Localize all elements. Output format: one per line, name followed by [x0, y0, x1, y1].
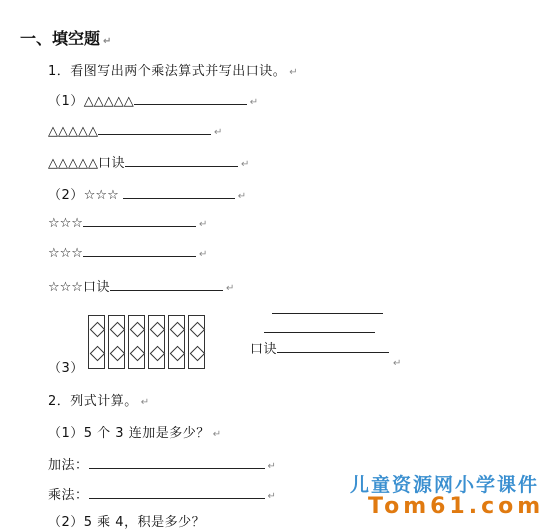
diamond-card [188, 315, 205, 369]
q1-part3-koujue [250, 338, 389, 357]
q2-mul-row [48, 484, 276, 503]
return-mark: ↵ [237, 191, 247, 202]
diamond-icon [130, 322, 146, 338]
add-label: 加法： [48, 458, 89, 473]
return-mark: ↵ [249, 97, 259, 108]
koujue-label: 口诀 [98, 156, 126, 171]
diamond-icon [110, 322, 126, 338]
q2-sub2-partial [48, 511, 205, 530]
return-mark: ↵ [241, 159, 250, 170]
diamond-icon [170, 346, 186, 362]
q1-part3-label [48, 357, 84, 376]
koujue-label: 口诀 [82, 280, 110, 295]
q1-part1-row1 [48, 90, 259, 109]
return-mark: ↵ [267, 461, 277, 472]
diamond-icon [150, 346, 166, 362]
watermark-domain [368, 494, 544, 519]
q1-part1-row2 [48, 122, 223, 139]
return-mark: ↵ [140, 397, 150, 408]
q1-part2-row3 [48, 244, 208, 261]
answer-line[interactable] [264, 332, 375, 333]
section-title-text: 一、填空题 [20, 29, 101, 48]
addition-answer-blank[interactable] [89, 456, 265, 469]
return-mark: ↵ [267, 491, 277, 502]
return-mark: ↵ [198, 219, 208, 230]
diamond-card [168, 315, 185, 369]
q1-prompt [48, 60, 298, 79]
q2-sub1-text: （1）5 个 3 连加是多少？ [48, 426, 210, 441]
diamond-icon [110, 346, 126, 362]
diamond-icon [170, 322, 186, 338]
multiplication-answer-blank[interactable] [89, 486, 265, 499]
triangles: △△△△△ [48, 124, 98, 139]
answer-blank[interactable] [110, 278, 223, 291]
q1-prompt-text: 1．看图写出两个乘法算式并写出口诀。 [48, 64, 287, 79]
answer-blank[interactable] [134, 92, 247, 105]
return-mark: ↵ [289, 67, 299, 78]
q2-sub1 [48, 422, 222, 441]
section-title [20, 26, 111, 49]
return-mark: ↵ [198, 249, 208, 260]
return-mark: ↵ [393, 358, 402, 369]
watermark-title [350, 470, 539, 497]
return-mark: ↵ [225, 283, 235, 294]
diamond-card [148, 315, 165, 369]
q1-part2-row1 [48, 184, 247, 203]
triangles: △△△△△ [83, 94, 134, 109]
answer-blank[interactable] [83, 214, 196, 227]
q2-sub2-text: （2）5 乘 4，积是多少？ [48, 515, 206, 530]
diamond-card [128, 315, 145, 369]
stars: ☆☆☆ [83, 188, 119, 203]
diamond-card [108, 315, 125, 369]
diamond-icon [190, 322, 206, 338]
diamond-card [88, 315, 105, 369]
q2-add-row [48, 454, 276, 473]
answer-blank[interactable] [123, 186, 235, 199]
diamond-icon [150, 322, 166, 338]
answer-blank[interactable] [125, 154, 238, 167]
mul-label: 乘法： [48, 488, 89, 503]
triangles: △△△△△ [48, 156, 98, 171]
diamond-icon [90, 322, 106, 338]
answer-blank[interactable] [277, 340, 389, 353]
q2-prompt [48, 390, 150, 409]
koujue-label: 口诀 [250, 342, 278, 357]
return-mark: ↵ [214, 127, 223, 138]
part-label: （3） [48, 361, 84, 376]
watermark-title-text: 儿童资源网小学课件 [350, 474, 540, 496]
stars: ☆☆☆ [48, 216, 83, 231]
q2-prompt-text: 2．列式计算。 [48, 394, 138, 409]
part-label: （2） [48, 188, 84, 203]
diamond-icon [190, 346, 206, 362]
stars: ☆☆☆ [48, 246, 83, 261]
watermark-domain-text: Tom61.com [368, 494, 545, 519]
answer-blank[interactable] [83, 244, 196, 257]
return-mark: ↵ [212, 429, 222, 440]
q1-part2-row2 [48, 214, 208, 231]
q1-part1-row3 [48, 152, 250, 171]
stars: ☆☆☆ [48, 280, 83, 295]
answer-blank[interactable] [98, 122, 211, 135]
diamond-icon [130, 346, 146, 362]
answer-line[interactable] [272, 313, 383, 314]
return-mark: ↵ [103, 36, 112, 47]
diamond-icon [90, 346, 106, 362]
part-label: （1） [48, 94, 84, 109]
q1-part2-row4 [48, 276, 235, 295]
